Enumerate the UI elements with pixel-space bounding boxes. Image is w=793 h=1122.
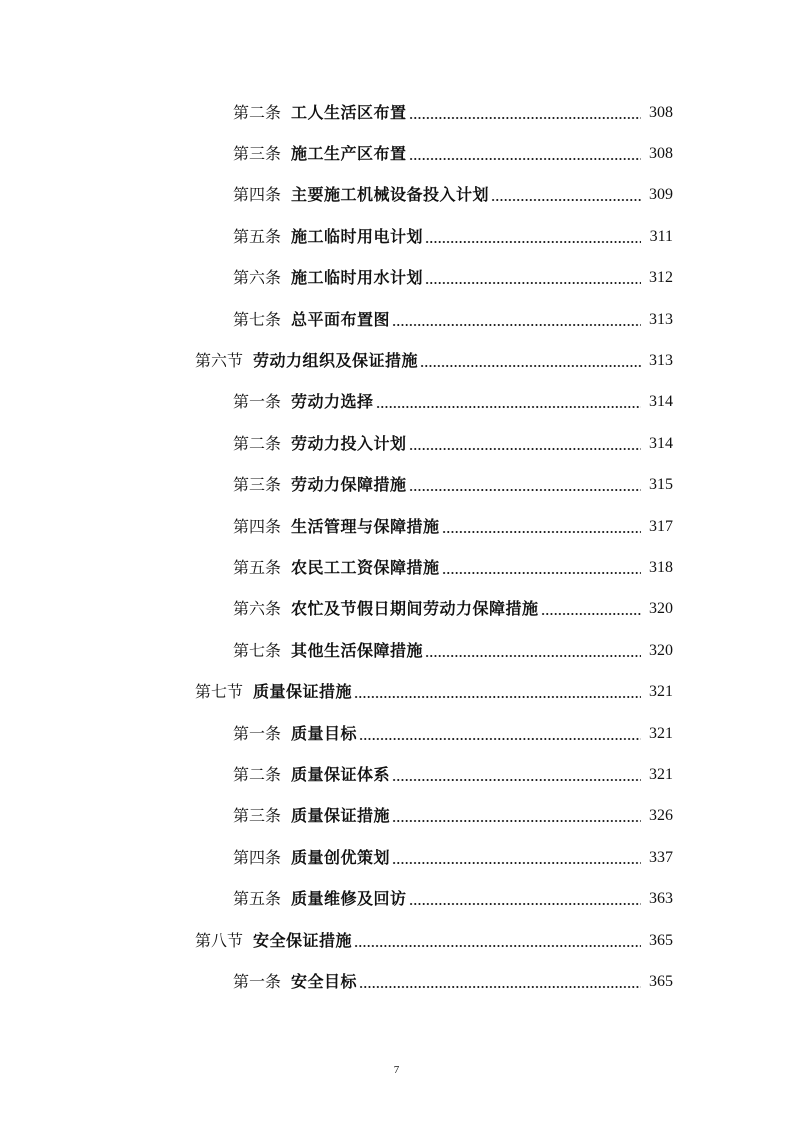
toc-entry-title: 施工生产区布置 [291,144,407,164]
dot-leader [376,405,641,409]
toc-entry-number: 第八节 [195,930,244,950]
dot-leader [354,695,641,699]
dot-leader [541,612,641,616]
toc-entry-title: 劳动力选择 [291,392,374,412]
table-of-contents [0,92,793,1003]
toc-section-entry[interactable] [0,920,793,961]
toc-entry-number: 第六条 [233,268,282,288]
toc-entry-number: 第二条 [233,764,282,784]
toc-entry-title: 施工临时用水计划 [291,268,424,288]
toc-article-entry[interactable] [0,216,793,257]
toc-section-entry[interactable] [0,671,793,712]
dot-leader [359,985,641,989]
toc-entry-page: 320 [649,600,673,618]
toc-entry-page: 326 [649,807,673,825]
dot-leader [392,819,641,823]
toc-entry-page: 337 [649,848,673,866]
toc-entry-page: 318 [649,558,673,576]
toc-entry-page: 311 [649,227,673,245]
dot-leader [392,323,641,327]
toc-entry-page: 321 [649,765,673,783]
toc-entry-title: 农忙及节假日期间劳动力保障措施 [291,599,539,619]
toc-article-entry[interactable] [0,630,793,671]
dot-leader [354,944,641,948]
toc-article-entry[interactable] [0,258,793,299]
toc-article-entry[interactable] [0,961,793,1002]
toc-entry-number: 第一条 [233,723,282,743]
toc-entry-page: 308 [649,103,673,121]
toc-entry-title: 质量目标 [291,723,358,743]
toc-entry-title: 安全保证措施 [253,930,353,950]
dot-leader [392,778,641,782]
toc-entry-title: 质量维修及回访 [291,889,407,909]
toc-article-entry[interactable] [0,299,793,340]
toc-entry-title: 安全目标 [291,971,358,991]
dot-leader [409,116,641,120]
toc-entry-title: 主要施工机械设备投入计划 [291,185,490,205]
toc-entry-title: 劳动力保障措施 [291,475,407,495]
toc-entry-page: 313 [649,310,673,328]
toc-article-entry[interactable] [0,133,793,174]
toc-entry-page: 314 [649,434,673,452]
toc-article-entry[interactable] [0,175,793,216]
dot-leader [359,737,641,741]
toc-entry-number: 第五条 [233,226,282,246]
toc-section-entry[interactable] [0,340,793,381]
dot-leader [409,157,641,161]
toc-entry-number: 第七条 [233,309,282,329]
dot-leader [425,281,641,285]
toc-article-entry[interactable] [0,754,793,795]
toc-entry-page: 320 [649,641,673,659]
dot-leader [425,240,641,244]
toc-entry-title: 质量保证措施 [291,806,391,826]
toc-entry-number: 第七条 [233,640,282,660]
toc-entry-title: 劳动力组织及保证措施 [253,351,419,371]
toc-entry-page: 321 [649,724,673,742]
toc-entry-number: 第五条 [233,557,282,577]
toc-entry-number: 第六节 [195,351,244,371]
toc-entry-page: 317 [649,517,673,535]
toc-entry-title: 质量保证措施 [253,682,353,702]
toc-entry-number: 第三条 [233,475,282,495]
toc-entry-number: 第四条 [233,185,282,205]
toc-entry-title: 生活管理与保障措施 [291,516,440,536]
toc-article-entry[interactable] [0,713,793,754]
dot-leader [409,488,641,492]
toc-entry-title: 总平面布置图 [291,309,391,329]
toc-entry-number: 第五条 [233,889,282,909]
toc-entry-title: 施工临时用电计划 [291,226,424,246]
toc-article-entry[interactable] [0,878,793,919]
toc-entry-page: 312 [649,269,673,287]
toc-article-entry[interactable] [0,796,793,837]
dot-leader [442,571,641,575]
toc-entry-title: 农民工工资保障措施 [291,557,440,577]
toc-entry-title: 质量保证体系 [291,764,391,784]
toc-article-entry[interactable] [0,506,793,547]
dot-leader [425,654,641,658]
toc-entry-title: 劳动力投入计划 [291,433,407,453]
toc-entry-page: 314 [649,393,673,411]
toc-entry-title: 工人生活区布置 [291,102,407,122]
toc-article-entry[interactable] [0,423,793,464]
toc-entry-page: 365 [649,931,673,949]
toc-entry-page: 363 [649,890,673,908]
dot-leader [392,861,641,865]
toc-article-entry[interactable] [0,547,793,588]
toc-entry-title: 质量创优策划 [291,847,391,867]
dot-leader [491,198,641,202]
toc-article-entry[interactable] [0,465,793,506]
toc-entry-number: 第二条 [233,102,282,122]
toc-entry-number: 第四条 [233,516,282,536]
toc-entry-page: 309 [649,186,673,204]
toc-entry-number: 第二条 [233,433,282,453]
toc-entry-number: 第六条 [233,599,282,619]
toc-entry-number: 第一条 [233,392,282,412]
dot-leader [409,447,641,451]
dot-leader [409,902,641,906]
toc-entry-number: 第三条 [233,806,282,826]
toc-entry-page: 313 [649,352,673,370]
toc-article-entry[interactable] [0,589,793,630]
toc-entry-page: 315 [649,476,673,494]
toc-entry-number: 第三条 [233,144,282,164]
toc-entry-page: 308 [649,145,673,163]
page-number: 7 [393,1064,400,1076]
toc-article-entry[interactable] [0,382,793,423]
toc-article-entry[interactable] [0,92,793,133]
dot-leader [442,530,641,534]
toc-entry-title: 其他生活保障措施 [291,640,424,660]
toc-entry-page: 365 [649,972,673,990]
toc-entry-number: 第四条 [233,847,282,867]
toc-entry-number: 第七节 [195,682,244,702]
toc-article-entry[interactable] [0,837,793,878]
toc-entry-page: 321 [649,683,673,701]
toc-entry-number: 第一条 [233,971,282,991]
dot-leader [420,364,641,368]
